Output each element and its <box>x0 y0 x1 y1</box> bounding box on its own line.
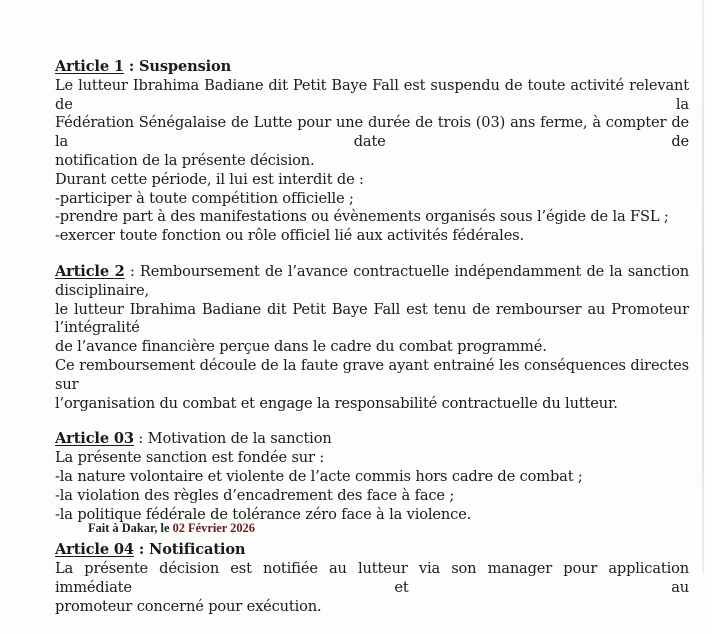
article-1-line: Fédération Sénégalaise de Lutte pour une durée de trois (03) ans ferme, à compter de la date de <box>55 114 689 151</box>
signature-date: 02 Février 2026 <box>172 521 255 535</box>
scan-page-edge <box>702 0 704 573</box>
decision-document <box>55 58 689 634</box>
article-1-line: notification de la présente décision. <box>55 151 315 169</box>
article-2-heading <box>55 263 689 301</box>
article-2-separator: : <box>124 262 140 280</box>
article-3 <box>55 430 689 524</box>
article-2-title: Remboursement de l’avance contractuelle indépendamment de la sanction disciplinaire, <box>55 262 689 299</box>
article-1-label: Article 1 <box>55 58 124 75</box>
article-3-bullet: -la politique fédérale de tolérance zéro face à la violence. <box>55 505 472 523</box>
signature-place: Fait à Dakar, le <box>88 521 173 535</box>
article-1-line: Durant cette période, il lui est interdit de : <box>55 170 364 188</box>
article-1-line: Le lutteur Ibrahima Badiane dit Petit Baye Fall est suspendu de toute activité relevant de la <box>55 76 689 113</box>
article-4-title: Notification <box>149 541 246 559</box>
article-3-line: La présente sanction est fondée sur : <box>55 449 325 467</box>
signature-line <box>88 521 255 536</box>
article-2-line: l’organisation du combat et engage la responsabilité contractuelle du lutteur. <box>55 394 618 412</box>
article-1 <box>55 58 689 246</box>
article-4-heading <box>55 541 689 560</box>
article-4-line: La présente décision est notifiée au lutteur via son manager pour application immédiate et au <box>55 560 689 596</box>
article-1-bullet: -exercer toute fonction ou rôle officiel lié aux activités fédérales. <box>55 227 525 245</box>
article-4-label: Article 04 <box>55 541 134 559</box>
article-3-separator: : <box>133 430 148 448</box>
article-1-bullet: -participer à toute compétition officielle ; <box>55 189 354 207</box>
article-3-bullet: -la violation des règles d’encadrement des face à face ; <box>55 486 455 504</box>
article-2-line: de l’avance financière perçue dans le cadre du combat programmé. <box>55 338 547 356</box>
article-4 <box>55 541 689 616</box>
article-3-label: Article 03 <box>55 430 134 448</box>
article-3-heading <box>55 430 689 449</box>
article-3-title: Motivation de la sanction <box>147 430 332 448</box>
article-1-heading <box>55 58 689 77</box>
article-1-title: Suspension <box>139 58 232 75</box>
article-1-separator: : <box>123 58 140 75</box>
article-1-bullet: -prendre part à des manifestations ou évènements organisés sous l’égide de la FSL ; <box>55 208 669 226</box>
article-4-line: promoteur concerné pour exécution. <box>55 597 322 615</box>
article-4-separator: : <box>133 541 150 559</box>
article-2 <box>55 263 689 413</box>
article-2-label: Article 2 <box>55 262 125 280</box>
article-2-line: Ce remboursement découle de la faute grave ayant entrainé les conséquences directes sur <box>55 356 689 393</box>
article-3-bullet: -la nature volontaire et violente de l’acte commis hors cadre de combat ; <box>55 467 583 485</box>
article-2-line: le lutteur Ibrahima Badiane dit Petit Baye Fall est tenu de rembourser au Promoteur l’intégralité <box>55 300 689 337</box>
